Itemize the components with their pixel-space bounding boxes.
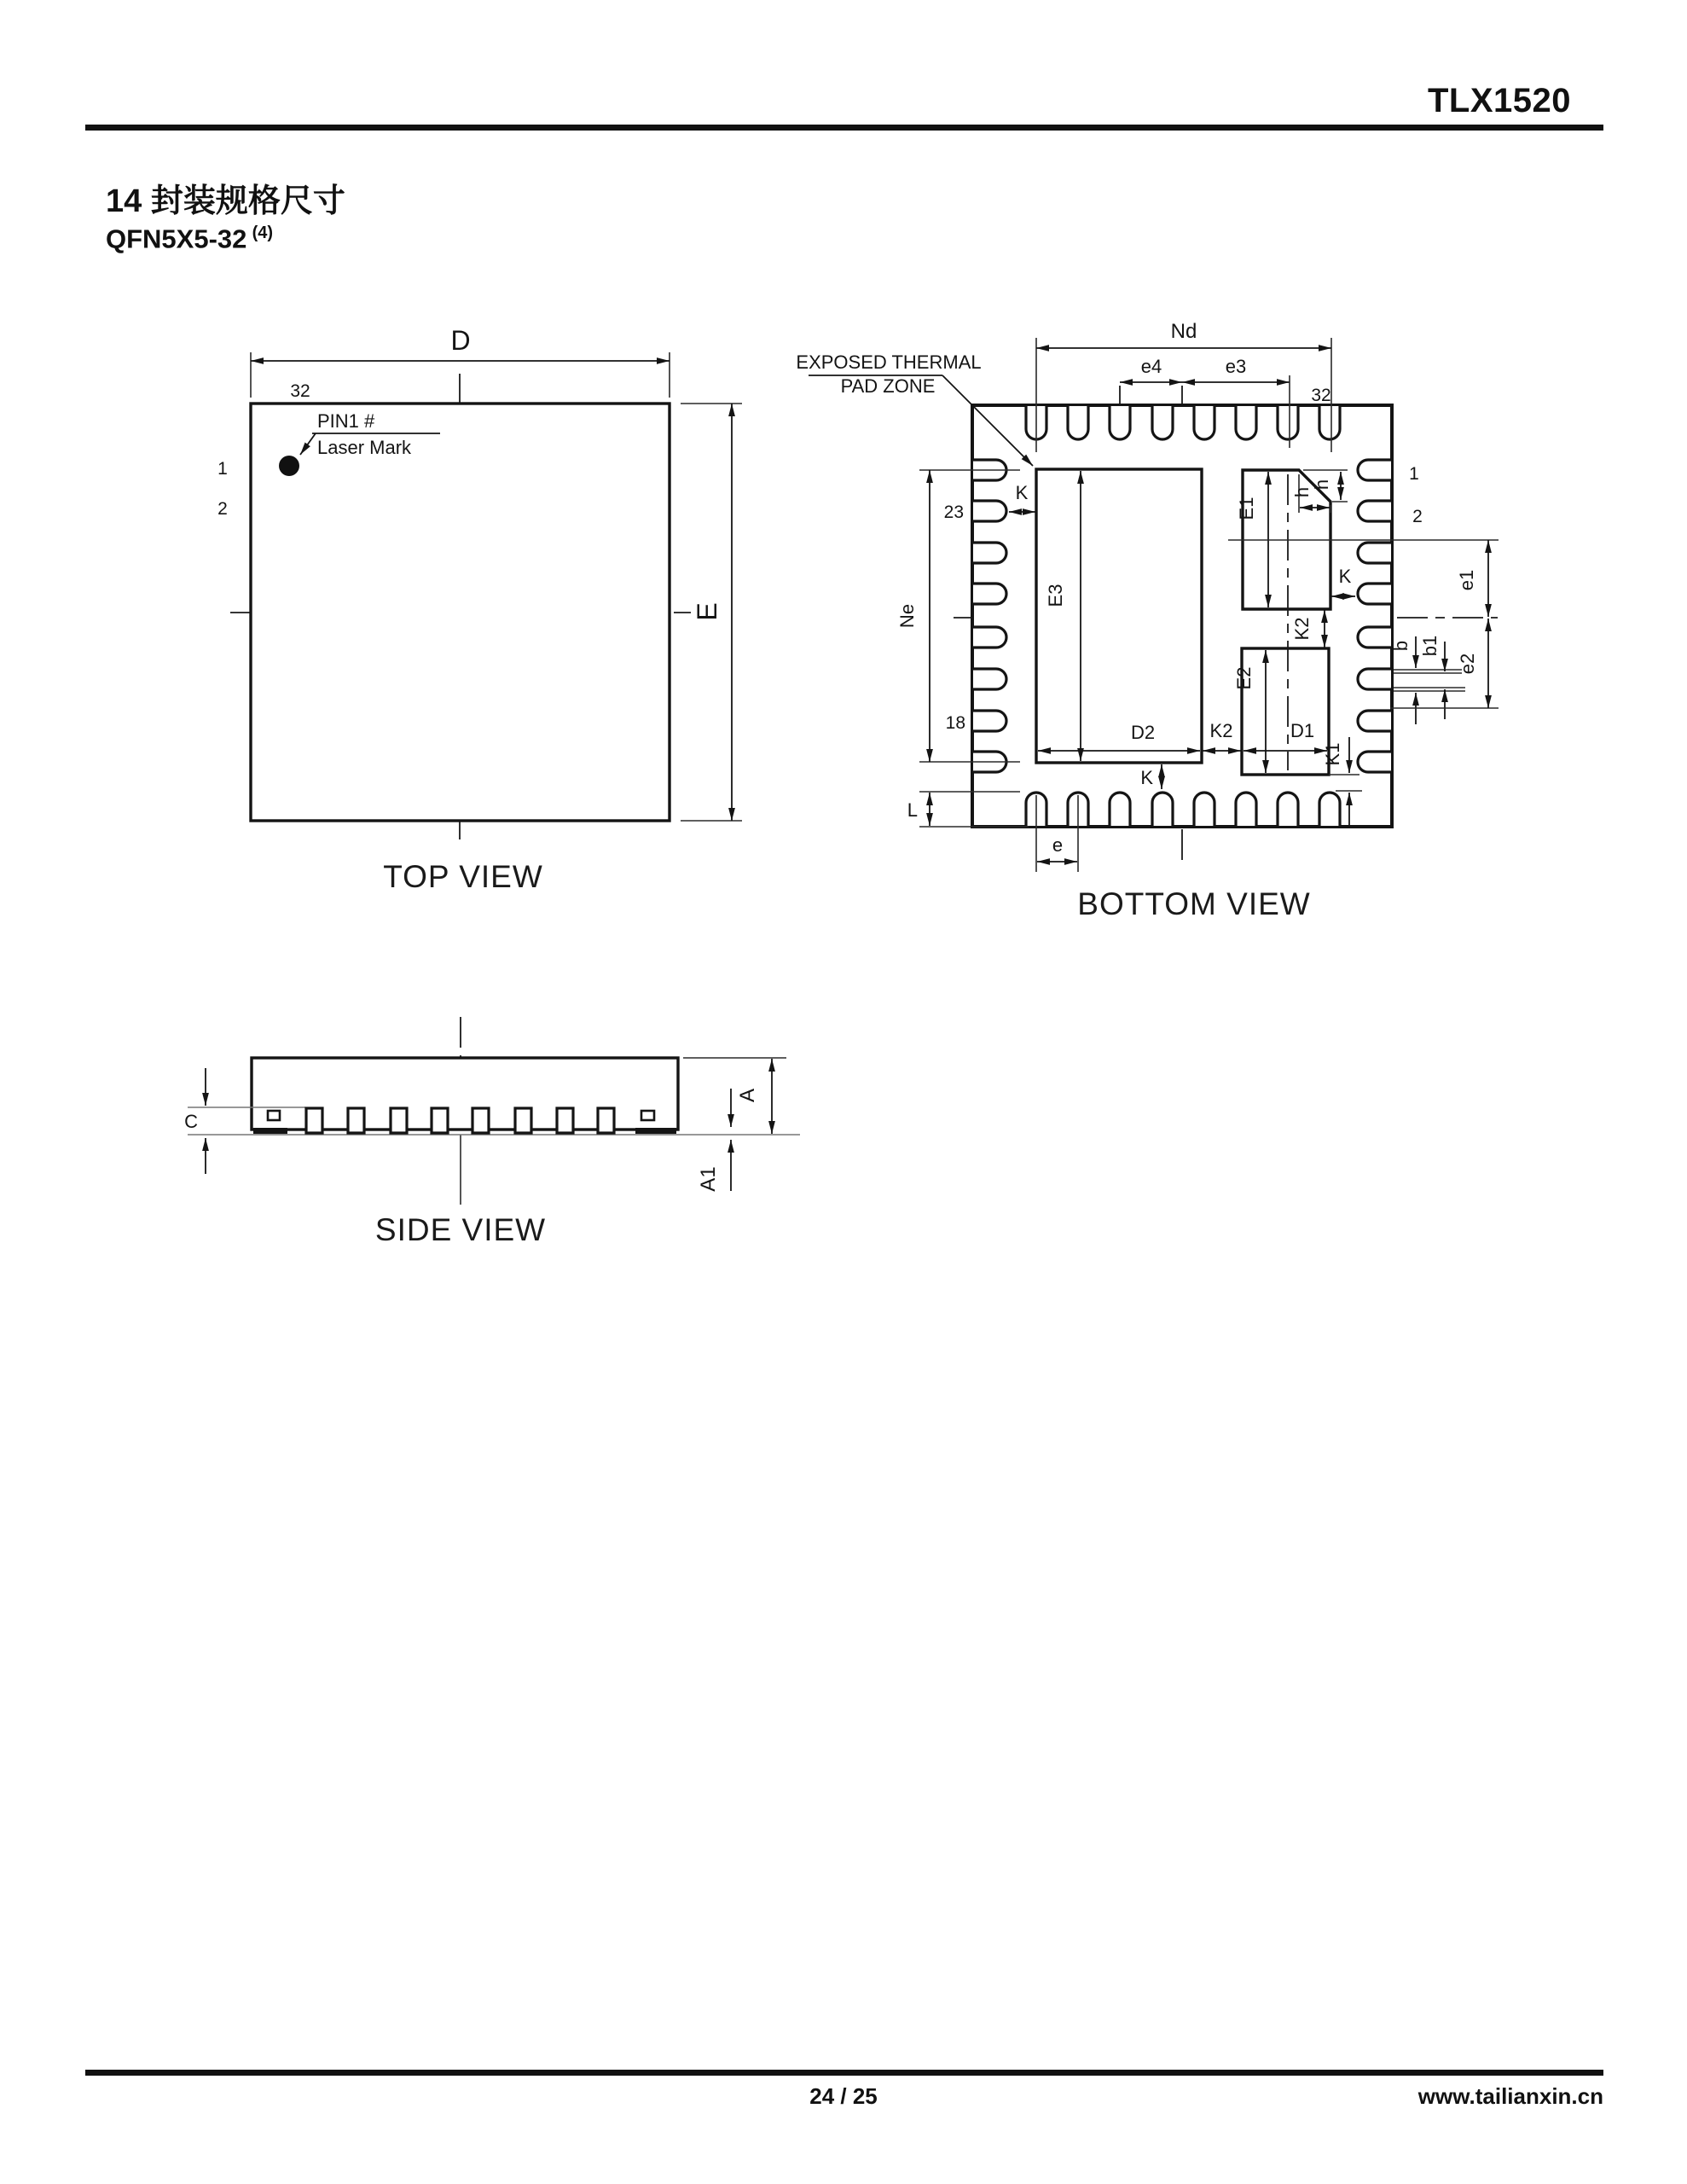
top-view-caption: TOP VIEW [383, 859, 543, 894]
dim-e-label: e [1052, 834, 1064, 856]
pad [1152, 406, 1173, 439]
dim-K-bottom-label: K [1140, 767, 1153, 788]
lead [306, 1108, 322, 1133]
thermal-pad-E2 [1242, 648, 1329, 775]
dim-e1-label: e1 [1456, 569, 1477, 591]
lead [557, 1108, 573, 1133]
pad [1358, 584, 1391, 604]
pad [1358, 752, 1391, 772]
pad [1110, 406, 1130, 439]
package-footnote: (4) [252, 224, 274, 242]
pad [1358, 711, 1391, 731]
side-view [184, 1017, 800, 1247]
pin1-note-line1: PIN1 # [317, 410, 375, 432]
thermal-note-line1: EXPOSED THERMAL [796, 351, 982, 373]
bottom-pin18-label: 18 [945, 713, 965, 733]
dim-e4-label: e4 [1140, 356, 1162, 377]
pad [1358, 460, 1391, 480]
dim-e3-label: e3 [1225, 356, 1247, 377]
side-view-caption: SIDE VIEW [374, 1212, 547, 1247]
pad [1319, 406, 1340, 439]
top-view-body-outline [251, 404, 670, 821]
side-view-left-pin-mark [268, 1111, 280, 1120]
page-number: 24 / 25 [809, 2083, 878, 2109]
side-view-right-corner-bar [635, 1128, 676, 1134]
pad [1236, 793, 1256, 826]
dim-L-label: L [907, 799, 918, 821]
footer-rule [85, 2070, 1603, 2076]
section-title: 14 封装规格尺寸 [106, 183, 345, 219]
pad [1278, 793, 1298, 826]
lead [515, 1108, 531, 1133]
dim-K2-horizontal-label: K2 [1209, 720, 1233, 741]
lead [391, 1108, 407, 1133]
top-view [217, 325, 742, 894]
dim-E-label: E [692, 602, 722, 621]
lead [348, 1108, 364, 1133]
side-view-right-pin-mark [641, 1111, 654, 1120]
pad [1068, 406, 1088, 439]
dim-D2-label: D2 [1130, 722, 1156, 743]
dim-C-label: C [184, 1111, 198, 1132]
pad [1358, 543, 1391, 563]
dim-K-right-label: K [1338, 566, 1352, 587]
exposed-thermal-pad [1036, 469, 1202, 763]
pad [973, 584, 1006, 604]
pad [1358, 669, 1391, 689]
dim-b-extension-lines [1394, 670, 1465, 691]
lead [472, 1108, 489, 1133]
pad [1236, 406, 1256, 439]
top-pin2-label: 2 [217, 499, 228, 519]
pad [1358, 501, 1391, 521]
pad [973, 669, 1006, 689]
website: www.tailianxin.cn [1417, 2083, 1603, 2109]
dim-E3-label: E3 [1045, 584, 1066, 607]
doc-title: TLX1520 [1427, 82, 1571, 119]
pad [973, 501, 1006, 521]
dim-b1-label: b1 [1419, 635, 1441, 657]
pad [1194, 793, 1215, 826]
pin1-note-line2: Laser Mark [317, 437, 412, 458]
bottom-pin23-label: 23 [943, 502, 964, 522]
package-name-text: QFN5X5-32 [106, 224, 247, 254]
pad [973, 711, 1006, 731]
bottom-pin1-label: 1 [1409, 464, 1419, 484]
dim-h-vertical-label: h [1311, 479, 1332, 491]
dim-D1-label: D1 [1290, 720, 1315, 741]
dim-E1-label: E1 [1236, 497, 1257, 520]
dim-K1-label: K1 [1322, 742, 1343, 766]
dim-E2-label: E2 [1233, 666, 1255, 690]
bottom-view [796, 320, 1499, 921]
bottom-view-caption: BOTTOM VIEW [1077, 886, 1311, 921]
dim-A1-label: A1 [697, 1166, 720, 1192]
pad [973, 543, 1006, 563]
pad [1194, 406, 1215, 439]
lead [432, 1108, 448, 1133]
side-view-left-corner-bar [253, 1128, 287, 1134]
lead [598, 1108, 614, 1133]
dim-K-left-label: K [1015, 482, 1029, 503]
dim-e2-label: e2 [1457, 653, 1478, 675]
top-pin32-label: 32 [290, 381, 310, 401]
pad [1278, 406, 1298, 439]
bottom-pin32-label: 32 [1311, 386, 1331, 405]
pad [1110, 793, 1130, 826]
pad [1358, 627, 1391, 648]
thermal-note-line2: PAD ZONE [840, 375, 936, 397]
dim-D-label: D [450, 325, 471, 356]
dim-K2-vertical-label: K2 [1291, 617, 1313, 641]
dim-Nd-label: Nd [1170, 320, 1197, 343]
pad [973, 627, 1006, 648]
dim-A-label: A [736, 1088, 759, 1103]
pad [1319, 793, 1340, 826]
pad [1152, 793, 1173, 826]
bottom-pin2-label: 2 [1412, 507, 1423, 526]
top-pin1-label: 1 [217, 459, 228, 479]
dim-Ne-label: Ne [896, 603, 918, 629]
pin1-laser-mark-dot [279, 456, 299, 476]
dim-b-label: b [1390, 640, 1412, 652]
dim-h-horizontal-label: h [1291, 486, 1313, 498]
